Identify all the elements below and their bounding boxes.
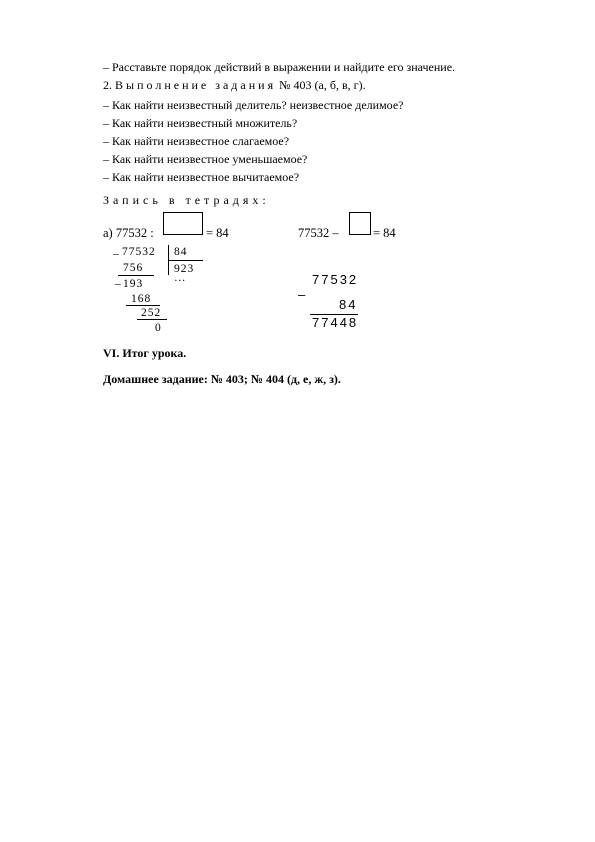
step1-line xyxy=(118,275,154,276)
equation-right-suffix: = 84 xyxy=(373,226,396,240)
task-number: 2. xyxy=(103,78,112,92)
division-step1-sub: 756 xyxy=(123,262,144,274)
division-step2-rem: 252 xyxy=(141,307,162,319)
unknown-subtrahend-box xyxy=(349,212,371,235)
question-subtrahend: – Как найти неизвестное вычитаемое? xyxy=(103,170,300,184)
subtraction-minuend: 77532 xyxy=(312,272,359,287)
task-heading xyxy=(103,78,366,92)
subtraction-result: 77448 xyxy=(312,315,359,330)
instruction-line: – Расставьте порядок действий в выражении и найдите его значение. xyxy=(103,60,456,74)
subtraction-subtrahend: 84 xyxy=(339,297,358,312)
task-spaced-label: Выполнение задания xyxy=(115,78,277,92)
homework-line: Домашнее задание: № 403; № 404 (д, е, ж, з). xyxy=(103,372,341,386)
subtraction-minus: – xyxy=(298,287,306,302)
lesson-summary-heading: VI. Итог урока. xyxy=(103,346,187,360)
division-step1-rem: 193 xyxy=(123,278,144,290)
question-minuend: – Как найти неизвестное уменьшаемое? xyxy=(103,152,308,166)
division-divisor: 84 xyxy=(174,246,188,258)
divisor-underline xyxy=(168,260,203,261)
equation-right-prefix: 77532 – xyxy=(298,226,339,240)
step3-line xyxy=(137,319,167,320)
equation-left-suffix: = 84 xyxy=(206,226,229,240)
notebook-heading: Запись в тетрадях: xyxy=(103,193,270,207)
unknown-divisor-box xyxy=(163,212,203,235)
question-multiplier: – Как найти неизвестный множитель? xyxy=(103,116,298,130)
division-dividend: 77532 xyxy=(122,246,156,258)
question-divisor: – Как найти неизвестный делитель? неизвестное делимое? xyxy=(103,98,404,112)
division-minus-2: _ xyxy=(115,274,122,286)
quotient-dots: … xyxy=(174,272,188,284)
question-addend: – Как найти неизвестное слагаемое? xyxy=(103,134,290,148)
division-step2-sub: 168 xyxy=(131,293,152,305)
division-quotient: 923 xyxy=(174,263,195,275)
task-reference: № 403 (а, б, в, г). xyxy=(279,78,366,92)
division-final-rem: 0 xyxy=(155,322,162,334)
equation-left-prefix: а) 77532 : xyxy=(103,226,154,240)
division-minus-1: _ xyxy=(113,244,120,256)
